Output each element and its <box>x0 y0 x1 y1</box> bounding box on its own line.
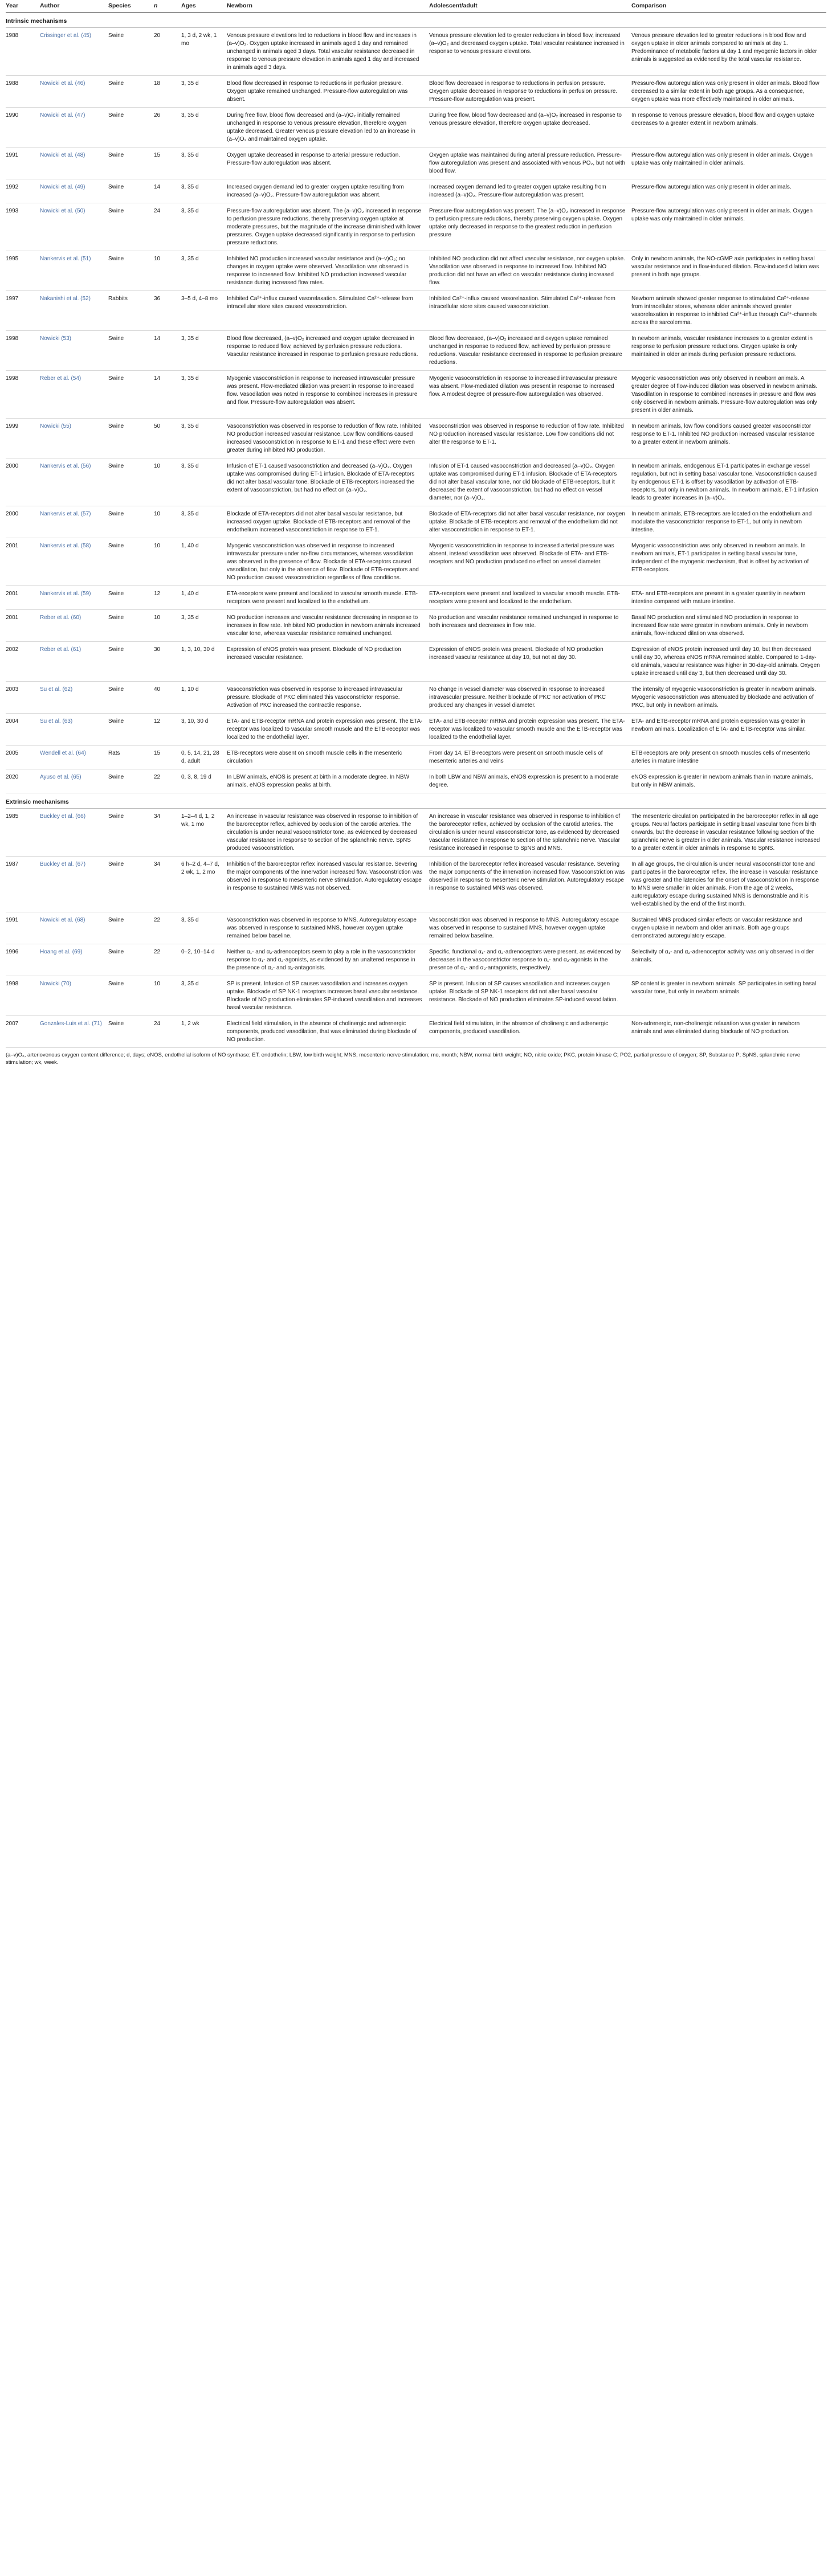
cell-comparison: In response to venous pressure elevation, blood flow and oxygen uptake decreases to a greater extent in newborn animals. <box>631 108 826 148</box>
cell-newborn: ETB-receptors were absent on smooth muscle cells in the mesenteric circulation <box>227 746 429 769</box>
cell-year: 1988 <box>6 76 40 108</box>
cell-year: 1991 <box>6 148 40 179</box>
comparison-table <box>6 0 826 1048</box>
cell-ages: 1, 3 d, 2 wk, 1 mo <box>181 28 227 76</box>
cell-comparison: Pressure-flow autoregulation was only present in older animals. Blood flow decreased to a similar extent in both age groups. As a consequence, oxygen uptake was more effectively maintained in older animals. <box>631 76 826 108</box>
cell-author: Su et al. (62) <box>40 682 108 714</box>
cell-adult: Vasoconstriction was observed in response to reduction of flow rate. Inhibited NO production increased vascular resistance. Low flow conditions did not alter the response to ET-1. <box>429 419 631 458</box>
cell-comparison: Pressure-flow autoregulation was only present in older animals. Oxygen uptake was only maintained in older animals. <box>631 203 826 251</box>
cell-species: Swine <box>108 610 154 642</box>
cell-species: Swine <box>108 769 154 793</box>
table-row <box>6 108 826 148</box>
cell-species: Rabbits <box>108 291 154 331</box>
cell-ages: 3, 35 d <box>181 506 227 538</box>
cell-year: 1998 <box>6 371 40 419</box>
cell-species: Swine <box>108 251 154 291</box>
cell-adult: ETA- and ETB-receptor mRNA and protein expression was present. The ETA-receptor was localized to vascular smooth muscle and the ETB-receptor was localized to the endothelial layer. <box>429 714 631 746</box>
cell-n: 12 <box>154 586 181 610</box>
cell-author: Nankervis et al. (58) <box>40 538 108 586</box>
cell-newborn: An increase in vascular resistance was observed in response to inhibition of the baroreceptor reflex, achieved by occlusion of the carotid arteries. The circulation is under neural vasoconstrictor tone, as evidenced by decreased vascular resistance in response to section of the splanchnic nerve. SpNS produced vasoconstriction. <box>227 809 429 857</box>
cell-species: Swine <box>108 944 154 976</box>
cell-newborn: Expression of eNOS protein was present. Blockade of NO production increased vascular resistance. <box>227 642 429 682</box>
cell-n: 10 <box>154 458 181 506</box>
cell-ages: 1, 2 wk <box>181 1016 227 1048</box>
cell-n: 15 <box>154 148 181 179</box>
cell-species: Swine <box>108 682 154 714</box>
cell-author: Nankervis et al. (51) <box>40 251 108 291</box>
cell-author: Nankervis et al. (59) <box>40 586 108 610</box>
cell-newborn: Blockade of ETA-receptors did not alter basal vascular resistance, but increased oxygen uptake. Blockade of ETB-receptors and removal of the endothelium increased vasoconstriction in response to ET-1. <box>227 506 429 538</box>
cell-adult: During free flow, blood flow decreased and (a–v)O₂ increased in response to venous pressure elevation, therefore oxygen uptake decreased. <box>429 108 631 148</box>
cell-comparison: In all age groups, the circulation is under neural vasoconstrictor tone and participates in the baroreceptor reflex. The increase in vascular resistance was greater and the latencies for the onset of vasoconstriction in response to MNS were smaller in older animals. From the age of 2 weeks, autoregulatory escape during sustained MNS is demonstrable and it is well-established by the end of the first month. <box>631 857 826 912</box>
cell-ages: 1–2–4 d, 1, 2 wk, 1 mo <box>181 809 227 857</box>
cell-year: 1996 <box>6 944 40 976</box>
section-title: Intrinsic mechanisms <box>6 13 826 28</box>
cell-n: 40 <box>154 682 181 714</box>
cell-ages: 1, 10 d <box>181 682 227 714</box>
cell-adult: No production and vascular resistance remained unchanged in response to both increases and decreases in flow rate. <box>429 610 631 642</box>
cell-species: Swine <box>108 714 154 746</box>
cell-ages: 1, 40 d <box>181 586 227 610</box>
cell-year: 2001 <box>6 610 40 642</box>
cell-species: Swine <box>108 371 154 419</box>
cell-comparison: Pressure-flow autoregulation was only present in older animals. Oxygen uptake was only maintained in older animals. <box>631 148 826 179</box>
cell-author: Nankervis et al. (57) <box>40 506 108 538</box>
cell-adult: Specific, functional α₁- and α₂-adrenoceptors were present, as evidenced by decreases in the vasoconstrictor response to α₁- and α₂-agonists in the presence of α₁- and α₂-antagonists, respectively. <box>429 944 631 976</box>
cell-ages: 3, 35 d <box>181 76 227 108</box>
cell-comparison: ETA- and ETB-receptors are present in a greater quantity in newborn intestine compared with mature intestine. <box>631 586 826 610</box>
cell-newborn: NO production increases and vascular resistance decreasing in response to increases in flow rate. Inhibited NO production in newborn animals increased vascular tone, whereas vascular resistance remained unchanged. <box>227 610 429 642</box>
cell-adult: Blood flow decreased in response to reductions in perfusion pressure. Oxygen uptake decreased in response to reductions in perfusion pressure. Pressure-flow autoregulation was present. <box>429 76 631 108</box>
cell-year: 1987 <box>6 857 40 912</box>
cell-newborn: Neither α₁- and α₂-adrenoceptors seem to play a role in the vasoconstrictor response to α₁- and α₂-agonists, as evidenced by an unaltered response in the presence of α₁- and α₂-antagonists. <box>227 944 429 976</box>
cell-comparison: Pressure-flow autoregulation was only present in older animals. <box>631 179 826 203</box>
cell-year: 2001 <box>6 586 40 610</box>
cell-comparison: Myogenic vasoconstriction was only observed in newborn animals. A greater degree of flow-induced dilation was observed in newborn animals. Vasodilation in response to combined increases in pressure and flow was only observed in newborn animals. Pressure-flow autoregulation was only present in older animals. <box>631 371 826 419</box>
cell-newborn: Vasoconstriction was observed in response to MNS. Autoregulatory escape was observed in response to sustained MNS, however oxygen uptake remained below baseline. <box>227 912 429 944</box>
cell-comparison: Myogenic vasoconstriction was only observed in newborn animals. In newborn animals, ET-1 participates in setting basal vascular tone, independent of the myogenic mechanism, that is offset by activation of ETB-receptors. <box>631 538 826 586</box>
cell-n: 34 <box>154 809 181 857</box>
cell-comparison: Basal NO production and stimulated NO production in response to increased flow rate were greater in newborn animals. Only in newborn animals, flow-induced dilation was observed. <box>631 610 826 642</box>
cell-species: Swine <box>108 976 154 1016</box>
cell-species: Swine <box>108 586 154 610</box>
cell-author: Buckley et al. (67) <box>40 857 108 912</box>
table-row <box>6 419 826 458</box>
table-row <box>6 642 826 682</box>
cell-year: 1985 <box>6 809 40 857</box>
cell-year: 2002 <box>6 642 40 682</box>
cell-n: 34 <box>154 857 181 912</box>
cell-comparison: Selectivity of α₁- and α₂-adrenoceptor activity was only observed in older animals. <box>631 944 826 976</box>
table-row <box>6 746 826 769</box>
cell-n: 22 <box>154 912 181 944</box>
cell-newborn: Blood flow decreased, (a–v)O₂ increased and oxygen uptake decreased in response to reduced flow, achieved by perfusion pressure reductions. Vascular resistance increased in response to perfusion pressure reductions. <box>227 331 429 371</box>
cell-species: Swine <box>108 458 154 506</box>
cell-comparison: Non-adrenergic, non-cholinergic relaxation was greater in newborn animals and was eliminated during blockade of NO production. <box>631 1016 826 1048</box>
cell-author: Crissinger et al. (45) <box>40 28 108 76</box>
cell-species: Swine <box>108 108 154 148</box>
cell-adult: Blood flow decreased, (a–v)O₂ increased and oxygen uptake remained unchanged in response to reduced flow, achieved by perfusion pressure reductions. Vascular resistance decreased in response to perfusion pressure reductions. <box>429 331 631 371</box>
cell-newborn: Venous pressure elevations led to reductions in blood flow and increases in (a–v)O₂. Oxygen uptake increased in animals aged 1 day and remained unchanged in animals aged 3 days. Total vascular resistance decreased in response to venous pressure elevation in animals aged 1 day and increased in animals aged 3 days. <box>227 28 429 76</box>
cell-year: 1991 <box>6 912 40 944</box>
cell-comparison: eNOS expression is greater in newborn animals than in mature animals, but only in NBW animals. <box>631 769 826 793</box>
cell-newborn: Pressure-flow autoregulation was absent. The (a–v)O₂ increased in response to perfusion pressure reductions, thereby preserving oxygen uptake at moderate pressures, but the magnitude of the increase diminished with lower pressures. Oxygen uptake decreased significantly in response to perfusion pressure reductions. <box>227 203 429 251</box>
cell-n: 10 <box>154 538 181 586</box>
cell-ages: 3, 10, 30 d <box>181 714 227 746</box>
table-row <box>6 857 826 912</box>
cell-ages: 1, 3, 10, 30 d <box>181 642 227 682</box>
cell-species: Swine <box>108 1016 154 1048</box>
table-row <box>6 179 826 203</box>
cell-comparison: Venous pressure elevation led to greater reductions in blood flow and oxygen uptake in older animals compared to animals at day 1. Predominance of metabolic factors at day 1 and myogenic factors in older animals is suggested as evidenced by the total vascular resistance. <box>631 28 826 76</box>
cell-newborn: Vasoconstriction was observed in response to reduction of flow rate. Inhibited NO production increased vascular resistance. Low flow conditions caused increased vasoconstriction in response to ET-1 and these effect were even greater during inhibited NO production. <box>227 419 429 458</box>
cell-newborn: In LBW animals, eNOS is present at birth in a moderate degree. In NBW animals, eNOS expression peaks at birth. <box>227 769 429 793</box>
cell-species: Swine <box>108 419 154 458</box>
cell-n: 14 <box>154 331 181 371</box>
table-row <box>6 371 826 419</box>
cell-author: Reber et al. (61) <box>40 642 108 682</box>
cell-newborn: Oxygen uptake decreased in response to arterial pressure reduction. Pressure-flow autoregulation was absent. <box>227 148 429 179</box>
cell-ages: 3, 35 d <box>181 251 227 291</box>
table-row <box>6 714 826 746</box>
cell-species: Swine <box>108 538 154 586</box>
table-row <box>6 506 826 538</box>
cell-comparison: In newborn animals, endogenous ET-1 participates in exchange vessel regulation, but not in setting basal vascular tone. Vasoconstriction caused by endogenous ET-1 is offset by vasodilation by activation of ETB-receptors, but only in newborn animals. In newborn animals, ET-1 infusion leads to greater increases in (a–v)O₂. <box>631 458 826 506</box>
cell-newborn: Electrical field stimulation, in the absence of cholinergic and adrenergic components, produced vasodilation, that was eliminated during blockade of NO production. <box>227 1016 429 1048</box>
cell-adult: Inhibited Ca²⁺-influx caused vasorelaxation. Stimulated Ca²⁺-release from intracellular store sites caused vasoconstriction. <box>429 291 631 331</box>
cell-newborn: Infusion of ET-1 caused vasoconstriction and decreased (a–v)O₂. Oxygen uptake was compromised during ET-1 infusion. Blockade of ETA-receptors did not alter basal vascular tone. Blockade of ETB-receptors increased the extent of vasoconstriction, but had no effect on (a–v)O₂. <box>227 458 429 506</box>
cell-ages: 6 h–2 d, 4–7 d, 2 wk, 1, 2 mo <box>181 857 227 912</box>
header-year: Year <box>6 0 40 13</box>
cell-author: Nowicki et al. (49) <box>40 179 108 203</box>
header-adult: Adolescent/adult <box>429 0 631 13</box>
cell-adult: Myogenic vasoconstriction in response to increased arterial pressure was absent, instead vasodilation was observed. Blockade of ETA- and ETB-receptors and NO production produced no effect on vessel diameter. <box>429 538 631 586</box>
cell-year: 2005 <box>6 746 40 769</box>
cell-year: 2003 <box>6 682 40 714</box>
cell-comparison: Sustained MNS produced similar effects on vascular resistance and oxygen uptake in newborn and older animals. Both age groups demonstrated autoregulatory escape. <box>631 912 826 944</box>
cell-n: 10 <box>154 506 181 538</box>
cell-adult: Pressure-flow autoregulation was present. The (a–v)O₂ increased in response to perfusion pressure reductions, thereby preserving oxygen uptake. Oxygen uptake only decreased in response to the greatest reduction in perfusion pressure <box>429 203 631 251</box>
cell-species: Swine <box>108 179 154 203</box>
cell-adult: Blockade of ETA-receptors did not alter basal vascular resistance, nor oxygen uptake. Blockade of ETB-receptors and removal of the endothelium did not alter vasoconstriction in response to ET-1. <box>429 506 631 538</box>
cell-year: 1998 <box>6 976 40 1016</box>
cell-ages: 0, 3, 8, 19 d <box>181 769 227 793</box>
cell-n: 26 <box>154 108 181 148</box>
table-row <box>6 976 826 1016</box>
cell-comparison: In newborn animals, ETB-receptors are located on the endothelium and modulate the vasoconstrictor response to ET-1, but only in newborn intestine. <box>631 506 826 538</box>
cell-comparison: ETA- and ETB-receptor mRNA and protein expression was greater in newborn animals. Localization of ETA- and ETB-receptor was similar. <box>631 714 826 746</box>
cell-year: 2020 <box>6 769 40 793</box>
section-title: Extrinsic mechanisms <box>6 793 826 809</box>
cell-ages: 3, 35 d <box>181 458 227 506</box>
cell-n: 36 <box>154 291 181 331</box>
cell-n: 24 <box>154 203 181 251</box>
cell-adult: Oxygen uptake was maintained during arterial pressure reduction. Pressure-flow autoregulation was present and associated with venous PO₂, but not with blood flow. <box>429 148 631 179</box>
cell-author: Reber et al. (54) <box>40 371 108 419</box>
header-comparison: Comparison <box>631 0 826 13</box>
table-body <box>6 13 826 1048</box>
cell-adult: Vasoconstriction was observed in response to MNS. Autoregulatory escape was observed in response to sustained MNS, however oxygen uptake remained below baseline. <box>429 912 631 944</box>
table-footnote: (a–v)O₂, arteriovenous oxygen content difference; d, days; eNOS, endothelial isoform of NO synthase; ET, endothelin; LBW, low birth weight; MNS, mesenteric nerve stimulation; mo, month; NBW, normal birth weight; NO, nitric oxide; PKC, protein kinase C; PO2, partial pressure of oxygen; SP, Substance P; SpNS, splanchnic nerve stimulation; wk, week. <box>6 1052 801 1066</box>
cell-newborn: Myogenic vasoconstriction was observed in response to increased intravascular pressure under no-flow circumstances, whereas vasodilation was observed in the presence of flow. Blockade of ETA-receptors caused vasodilation, but only in the absence of flow. Blockade of ETB-receptors and NO production caused vasoconstriction regardless of flow conditions. <box>227 538 429 586</box>
cell-n: 15 <box>154 746 181 769</box>
cell-species: Swine <box>108 28 154 76</box>
table-row <box>6 203 826 251</box>
cell-adult: No change in vessel diameter was observed in response to increased intravascular pressure. Neither blockade of PKC nor activation of PKC produced any changes in vessel diameter. <box>429 682 631 714</box>
cell-year: 1993 <box>6 203 40 251</box>
cell-author: Buckley et al. (66) <box>40 809 108 857</box>
cell-newborn: Myogenic vasoconstriction in response to increased intravascular pressure was present. Flow-mediated dilation was present in response to increased flow. Vasodilation was noted in response to combined increases in pressure and flow. Pressure-flow autoregulation was absent. <box>227 371 429 419</box>
cell-newborn: Inhibited Ca²⁺-influx caused vasorelaxation. Stimulated Ca²⁺-release from intracellular store sites caused vasoconstriction. <box>227 291 429 331</box>
cell-adult: Increased oxygen demand led to greater oxygen uptake resulting from increased (a–v)O₂. Pressure-flow autoregulation was present. <box>429 179 631 203</box>
table-row <box>6 809 826 857</box>
cell-author: Nowicki et al. (47) <box>40 108 108 148</box>
cell-newborn: ETA- and ETB-receptor mRNA and protein expression was present. The ETA-receptor was localized to vascular smooth muscle and the ETB-receptor was localized to the endothelial layer. <box>227 714 429 746</box>
table-row <box>6 28 826 76</box>
cell-n: 10 <box>154 976 181 1016</box>
cell-ages: 3, 35 d <box>181 331 227 371</box>
cell-n: 12 <box>154 714 181 746</box>
cell-year: 2007 <box>6 1016 40 1048</box>
cell-year: 1988 <box>6 28 40 76</box>
cell-ages: 3–5 d, 4–8 mo <box>181 291 227 331</box>
cell-year: 2004 <box>6 714 40 746</box>
cell-author: Nowicki (55) <box>40 419 108 458</box>
cell-n: 24 <box>154 1016 181 1048</box>
cell-author: Reber et al. (60) <box>40 610 108 642</box>
cell-comparison: SP content is greater in newborn animals. SP participates in setting basal vascular tone, but only in newborn animals. <box>631 976 826 1016</box>
cell-author: Hoang et al. (69) <box>40 944 108 976</box>
cell-n: 30 <box>154 642 181 682</box>
cell-adult: Electrical field stimulation, in the absence of cholinergic and adrenergic components, produced vasodilation. <box>429 1016 631 1048</box>
table-row <box>6 458 826 506</box>
cell-author: Gonzales-Luis et al. (71) <box>40 1016 108 1048</box>
table-row <box>6 769 826 793</box>
cell-species: Rats <box>108 746 154 769</box>
cell-ages: 3, 35 d <box>181 419 227 458</box>
cell-ages: 3, 35 d <box>181 371 227 419</box>
table-row <box>6 148 826 179</box>
cell-newborn: Increased oxygen demand led to greater oxygen uptake resulting from increased (a–v)O₂. Pressure-flow autoregulation was absent. <box>227 179 429 203</box>
table-row <box>6 76 826 108</box>
cell-comparison: ETB-receptors are only present on smooth muscles cells of mesenteric arteries in mature intestine <box>631 746 826 769</box>
cell-n: 14 <box>154 371 181 419</box>
table-row <box>6 682 826 714</box>
cell-year: 1999 <box>6 419 40 458</box>
cell-newborn: Vasoconstriction was observed in response to increased intravascular pressure. Blockade of PKC eliminated this vasoconstrictor response. Activation of PKC increased the contractile response. <box>227 682 429 714</box>
cell-newborn: SP is present. Infusion of SP causes vasodilation and increases oxygen uptake. Blockade of SP NK-1 receptors increases basal vascular resistance. Blockade of NO production eliminates SP-induced vasodilation and increases basal vascular resistance. <box>227 976 429 1016</box>
cell-species: Swine <box>108 857 154 912</box>
cell-adult: Inhibition of the baroreceptor reflex increased vascular resistance. Severing the major components of the innervation increased flow. Vasoconstriction was observed in response to mesenteric nerve stimulation. Autoregulatory escape in response to sustained MNS was observed. <box>429 857 631 912</box>
table-row <box>6 912 826 944</box>
header-newborn: Newborn <box>227 0 429 13</box>
cell-adult: Inhibited NO production did not affect vascular resistance, nor oxygen uptake. Vasodilation was observed in response to increased flow. Inhibited NO production did not have an effect on vascular resistance during increased flow. <box>429 251 631 291</box>
cell-comparison: In newborn animals, vascular resistance increases to a greater extent in response to perfusion pressure reductions. Oxygen uptake is only maintained in older animals during perfusion pressure reductions. <box>631 331 826 371</box>
cell-ages: 0–2, 10–14 d <box>181 944 227 976</box>
header-ages: Ages <box>181 0 227 13</box>
cell-year: 2001 <box>6 538 40 586</box>
cell-adult: Infusion of ET-1 caused vasoconstriction and decreased (a–v)O₂. Oxygen uptake was compromised during ET-1 infusion. Blockade of ETA-receptors did not alter basal vascular tone, nor did blockade of ETB-receptors, but it decreased the extent of vasoconstriction, but had no effect on vessel diameter, nor (a–v)O₂. <box>429 458 631 506</box>
cell-year: 1990 <box>6 108 40 148</box>
cell-ages: 3, 35 d <box>181 610 227 642</box>
cell-species: Swine <box>108 506 154 538</box>
cell-year: 1995 <box>6 251 40 291</box>
cell-year: 2000 <box>6 458 40 506</box>
cell-n: 22 <box>154 944 181 976</box>
cell-author: Nowicki et al. (46) <box>40 76 108 108</box>
cell-ages: 0, 5, 14, 21, 28 d, adult <box>181 746 227 769</box>
cell-n: 50 <box>154 419 181 458</box>
table-row <box>6 1016 826 1048</box>
cell-ages: 3, 35 d <box>181 179 227 203</box>
cell-comparison: Only in newborn animals, the NO-cGMP axis participates in setting basal vascular resistance and in flow-induced dilation. Flow-induced dilation was present in both age groups. <box>631 251 826 291</box>
cell-n: 22 <box>154 769 181 793</box>
table-row <box>6 944 826 976</box>
section-row <box>6 793 826 809</box>
cell-author: Nowicki et al. (50) <box>40 203 108 251</box>
cell-ages: 3, 35 d <box>181 912 227 944</box>
cell-n: 18 <box>154 76 181 108</box>
cell-ages: 3, 35 d <box>181 976 227 1016</box>
cell-author: Nowicki (53) <box>40 331 108 371</box>
cell-author: Nowicki (70) <box>40 976 108 1016</box>
cell-adult: Myogenic vasoconstriction in response to increased intravascular pressure was absent. Flow-mediated dilation was present in response to increased flow. A modest degree of pressure-flow autoregulation was observed. <box>429 371 631 419</box>
cell-year: 1992 <box>6 179 40 203</box>
cell-year: 1998 <box>6 331 40 371</box>
cell-adult: In both LBW and NBW animals, eNOS expression is present to a moderate degree. <box>429 769 631 793</box>
cell-species: Swine <box>108 809 154 857</box>
cell-n: 10 <box>154 251 181 291</box>
cell-newborn: ETA-receptors were present and localized to vascular smooth muscle. ETB-receptors were present and localized to the endothelium. <box>227 586 429 610</box>
cell-comparison: The mesenteric circulation participated in the baroreceptor reflex in all age groups. Neural factors participate in setting basal vascular tone from birth onwards, but the decrease in vascular resistance following section of the splanchnic nerve is greater in older animals. Vascular resistance increased to a greater extent in older animals in response to SpNS. <box>631 809 826 857</box>
cell-year: 1997 <box>6 291 40 331</box>
cell-author: Su et al. (63) <box>40 714 108 746</box>
cell-comparison: Newborn animals showed greater response to stimulated Ca²⁺-release from intracellular stores, whereas older animals showed greater vasorelaxation in response to inhibited Ca²⁺-influx through Ca²⁺-channels across the sarcolemma. <box>631 291 826 331</box>
cell-n: 10 <box>154 610 181 642</box>
cell-species: Swine <box>108 76 154 108</box>
cell-ages: 1, 40 d <box>181 538 227 586</box>
cell-species: Swine <box>108 912 154 944</box>
cell-comparison: The intensity of myogenic vasoconstriction is greater in newborn animals. Myogenic vasoconstriction was attenuated by blockade and activation of PKC, but only in newborn animals. <box>631 682 826 714</box>
cell-newborn: Inhibited NO production increased vascular resistance and (a–v)O₂; no changes in oxygen uptake were observed. Vasodilation was observed in response to increased flow. Inhibited NO production increased vascular resistance during increased flow rates. <box>227 251 429 291</box>
cell-species: Swine <box>108 331 154 371</box>
cell-author: Nankervis et al. (56) <box>40 458 108 506</box>
header-n: n <box>154 0 181 13</box>
cell-adult: Venous pressure elevation led to greater reductions in blood flow, increased (a–v)O₂ and decreased oxygen uptake. Total vascular resistance increased in response to venous pressure elevations. <box>429 28 631 76</box>
cell-author: Ayuso et al. (65) <box>40 769 108 793</box>
cell-n: 14 <box>154 179 181 203</box>
header-species: Species <box>108 0 154 13</box>
table-row <box>6 610 826 642</box>
cell-n: 20 <box>154 28 181 76</box>
cell-adult: An increase in vascular resistance was observed in response to inhibition of the baroreceptor reflex, achieved by occlusion of the carotid arteries. The circulation is under neural vasoconstrictor tone, as evidenced by decreased vascular resistance in response to section of the splanchnic nerve. Vascular resistance increased in response to SpNS and MNS. <box>429 809 631 857</box>
cell-author: Nowicki et al. (68) <box>40 912 108 944</box>
cell-adult: ETA-receptors were present and localized to vascular smooth muscle. ETB-receptors were present and localized to the endothelium. <box>429 586 631 610</box>
table-row <box>6 251 826 291</box>
table-row <box>6 538 826 586</box>
cell-adult: Expression of eNOS protein was present. Blockade of NO production increased vascular resistance at day 10, but not at day 30. <box>429 642 631 682</box>
cell-newborn: Inhibition of the baroreceptor reflex increased vascular resistance. Severing the major components of the innervation increased flow. Vasoconstriction was observed in response to mesenteric nerve stimulation. Autoregulatory escape in response to sustained MNS was not observed. <box>227 857 429 912</box>
table-row <box>6 331 826 371</box>
table-header-row <box>6 0 826 13</box>
cell-author: Wendell et al. (64) <box>40 746 108 769</box>
cell-comparison: Expression of eNOS protein increased until day 10, but then decreased until day 30, whereas eNOS mRNA remained stable. Compared to 1-day-old animals, vascular resistance was higher in 30-day-old animals. Oxygen uptake increased until day 3, but then decreased until day 30. <box>631 642 826 682</box>
section-row <box>6 13 826 28</box>
cell-species: Swine <box>108 148 154 179</box>
cell-adult: SP is present. Infusion of SP causes vasodilation and increases oxygen uptake. Blockade of SP NK-1 receptors did not alter basal vascular resistance. Blockade of NO production eliminates SP-induced vasodilation. <box>429 976 631 1016</box>
cell-author: Nowicki et al. (48) <box>40 148 108 179</box>
cell-adult: From day 14, ETB-receptors were present on smooth muscle cells of mesenteric arteries and veins <box>429 746 631 769</box>
cell-newborn: During free flow, blood flow decreased and (a–v)O₂ initially remained unchanged in response to venous pressure elevation, therefore oxygen uptake decreased. Greater venous pressure elevation led to an increase in (a–v)O₂ and maintained oxygen uptake. <box>227 108 429 148</box>
table-row <box>6 291 826 331</box>
table-row <box>6 586 826 610</box>
cell-ages: 3, 35 d <box>181 108 227 148</box>
cell-comparison: In newborn animals, low flow conditions caused greater vasoconstrictor response to ET-1. Inhibited NO production increased vascular resistance to a greater extent in newborn animals. <box>631 419 826 458</box>
cell-year: 2000 <box>6 506 40 538</box>
cell-newborn: Blood flow decreased in response to reductions in perfusion pressure. Oxygen uptake remained unchanged. Pressure-flow autoregulation was absent. <box>227 76 429 108</box>
cell-species: Swine <box>108 642 154 682</box>
cell-ages: 3, 35 d <box>181 203 227 251</box>
cell-author: Nakanishi et al. (52) <box>40 291 108 331</box>
cell-species: Swine <box>108 203 154 251</box>
cell-ages: 3, 35 d <box>181 148 227 179</box>
header-author: Author <box>40 0 108 13</box>
